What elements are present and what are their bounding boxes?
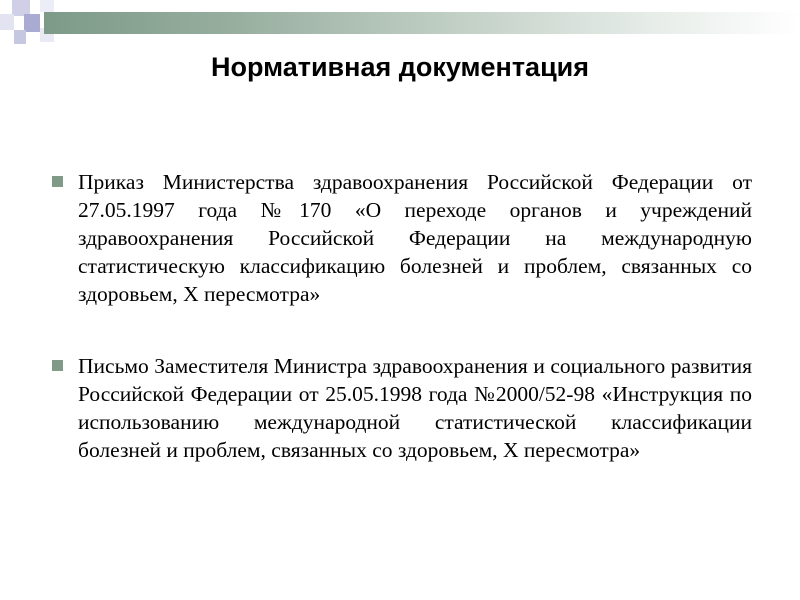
decorative-square <box>0 14 14 30</box>
decorative-square <box>40 0 54 12</box>
slide-title: Нормативная документация <box>210 52 590 82</box>
bullet-text: Приказ Министерства здравоохранения Российской Федерации от 27.05.1997 года №170 «О переходе органов и учреждений здравоохранения Российской Федерации на международную статистическую классификацию болезней и проблем, связанных со здоровьем, X пересмотра» <box>78 170 752 306</box>
header-gradient-bar <box>44 12 800 34</box>
square-bullet-icon <box>52 176 63 187</box>
bullet-list <box>0 168 800 508</box>
decorative-square <box>24 14 40 32</box>
list-item <box>0 168 800 308</box>
bullet-text: Письмо Заместителя Министра здравоохранения и социального развития Российской Федерации от 25.05.1998 года №2000/52-98 «Инструкция по использованию международной статистической классификации болезней и проблем, связанных со здоровьем, X пересмотра» <box>78 354 752 462</box>
list-item <box>0 352 800 464</box>
decorative-square <box>14 30 26 44</box>
square-bullet-icon <box>52 360 63 371</box>
